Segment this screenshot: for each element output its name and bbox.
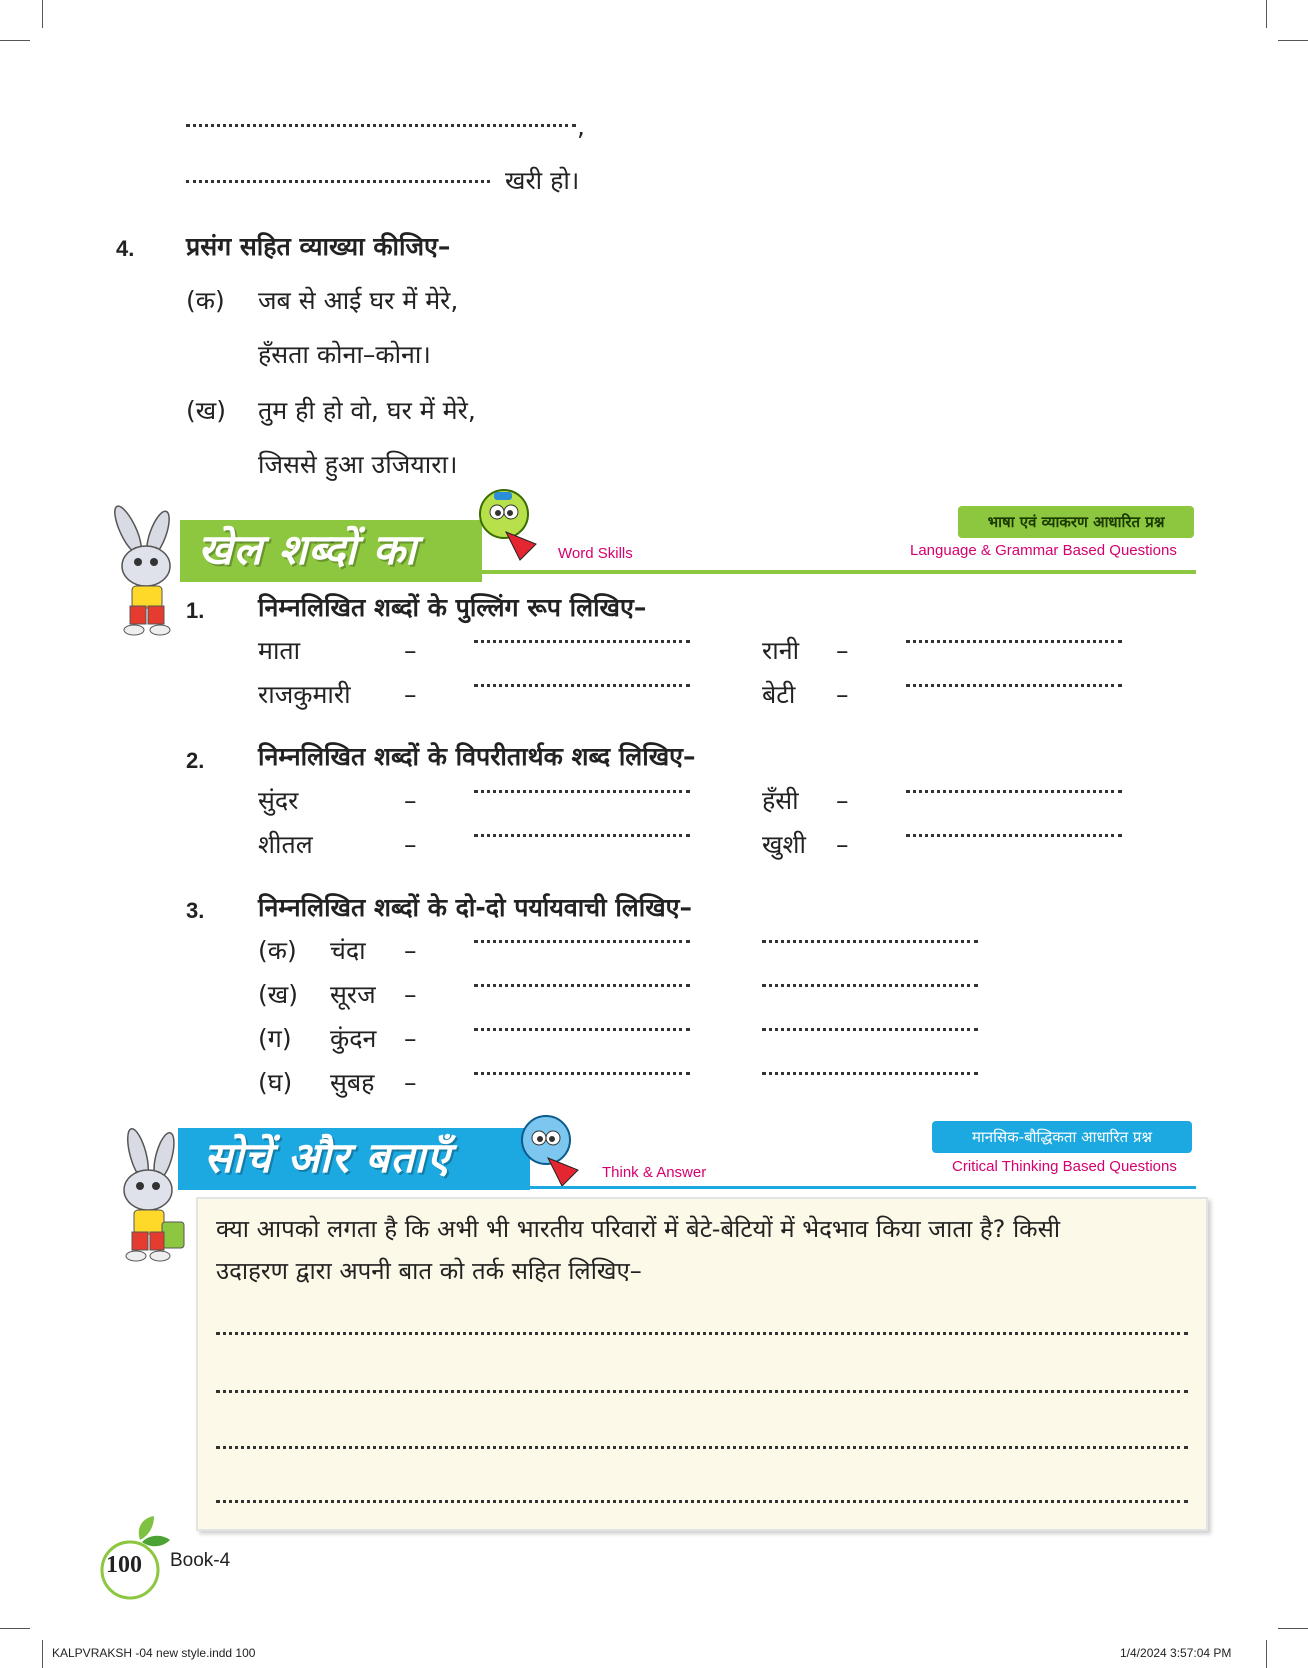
file-slug: KALPVRAKSH -04 new style.indd 100 [52,1646,256,1660]
answer-dotted-line [906,790,1122,793]
answer-dotted-line [474,984,690,987]
poem-line: तुम ही हो वो, घर में मेरे, [258,396,476,425]
item-marker: (क) [186,286,225,315]
dash: – [836,636,849,665]
section-rule [528,1186,1196,1189]
question-title: निम्नलिखित शब्दों के पुल्लिंग रूप लिखिए– [258,593,647,622]
section-title: सोचें और बताएँ [204,1133,451,1182]
question-number: 1. [186,598,205,623]
dash: – [404,980,417,1009]
answer-dotted-line [474,834,690,837]
page-number: 100 [106,1552,142,1578]
poem-line: हँसता कोना–कोना। [258,340,431,369]
crop-mark [42,0,43,28]
answer-dotted-line [762,1072,978,1075]
question-number: 2. [186,748,205,773]
word-label: सुंदर [258,786,299,815]
answer-dotted-line [906,834,1122,837]
question-title: प्रसंग सहित व्याख्या कीजिए– [186,232,451,261]
dash: – [836,680,849,709]
word-label: माता [258,636,301,665]
answer-dotted-line [906,640,1122,643]
pencil-mascot-icon [518,1114,590,1190]
word-label: हँसी [762,786,799,815]
answer-dotted-line [474,940,690,943]
crop-mark [0,40,30,41]
word-label: राजकुमारी [258,680,351,709]
answer-dotted-line [216,1332,1188,1335]
crop-mark [1266,1640,1267,1668]
answer-dotted-line [474,790,690,793]
word-label: शीतल [258,830,313,859]
category-tag-english: Critical Thinking Based Questions [952,1158,1177,1175]
dash: – [836,830,849,859]
word-label: बेटी [762,680,796,709]
question-number: 3. [186,898,205,923]
dash: – [836,786,849,815]
answer-dotted-line [906,684,1122,687]
answer-dotted-line [474,684,690,687]
category-tag-english: Language & Grammar Based Questions [910,542,1177,559]
item-marker: (ग) [258,1024,292,1053]
dash: – [404,1068,417,1097]
print-timestamp: 1/4/2024 3:57:04 PM [1120,1646,1232,1660]
answer-dotted-line [762,940,978,943]
question-title: निम्नलिखित शब्दों के विपरीतार्थक शब्द लिखिए– [258,742,696,771]
item-marker: (घ) [258,1068,293,1097]
word-label: कुंदन [330,1024,377,1053]
dash: – [404,1024,417,1053]
answer-dotted-line [762,984,978,987]
poem-line: जिससे हुआ उजियारा। [258,450,458,479]
dash: – [404,936,417,965]
section-subtitle: Think & Answer [602,1164,707,1181]
answer-dotted-line [186,180,490,183]
crop-mark [42,1640,43,1668]
word-label: खुशी [762,830,806,859]
word-label: सूरज [330,980,376,1009]
section-title: खेल शब्दों का [198,525,417,574]
answer-dotted-line [474,1028,690,1031]
section-rule [480,570,1196,574]
answer-dotted-line [762,1028,978,1031]
item-marker: (ख) [258,980,298,1009]
dash: – [404,786,417,815]
answer-dotted-line [474,1072,690,1075]
dash: – [404,636,417,665]
question-title: निम्नलिखित शब्दों के दो-दो पर्यायवाची लिखिए– [258,893,692,922]
crop-mark [1278,40,1308,41]
pencil-mascot-icon [476,488,548,564]
item-marker: (ख) [186,396,226,425]
word-label: सुबह [330,1068,375,1097]
answer-box [196,1197,1208,1531]
word-label: रानी [762,636,800,665]
crop-mark [0,1628,30,1629]
item-marker: (क) [258,936,297,965]
answer-dotted-line [216,1446,1188,1449]
line-end-text: खरी हो। [505,166,580,195]
dash: – [404,830,417,859]
answer-dotted-line [474,640,690,643]
answer-dotted-line [186,124,576,127]
poem-line: जब से आई घर में मेरे, [258,286,459,315]
answer-dotted-line [216,1500,1188,1503]
dash: – [404,680,417,709]
answer-dotted-line [216,1390,1188,1393]
line-comma: , [577,112,585,141]
word-label: चंदा [330,936,366,965]
category-tag: भाषा एवं व्याकरण आधारित प्रश्न [958,506,1194,538]
question-number: 4. [116,236,135,261]
category-tag: मानसिक-बौद्धिकता आधारित प्रश्न [932,1121,1192,1153]
book-label: Book-4 [170,1550,231,1571]
question-text: क्या आपको लगता है कि अभी भी भारतीय परिवारों में बेटे-बेटियों में भेदभाव किया जाता है? किसी [216,1215,1061,1243]
section-subtitle: Word Skills [558,545,633,562]
crop-mark [1266,0,1267,28]
question-text: उदाहरण द्वारा अपनी बात को तर्क सहित लिखिए– [216,1257,642,1285]
crop-mark [1278,1628,1308,1629]
